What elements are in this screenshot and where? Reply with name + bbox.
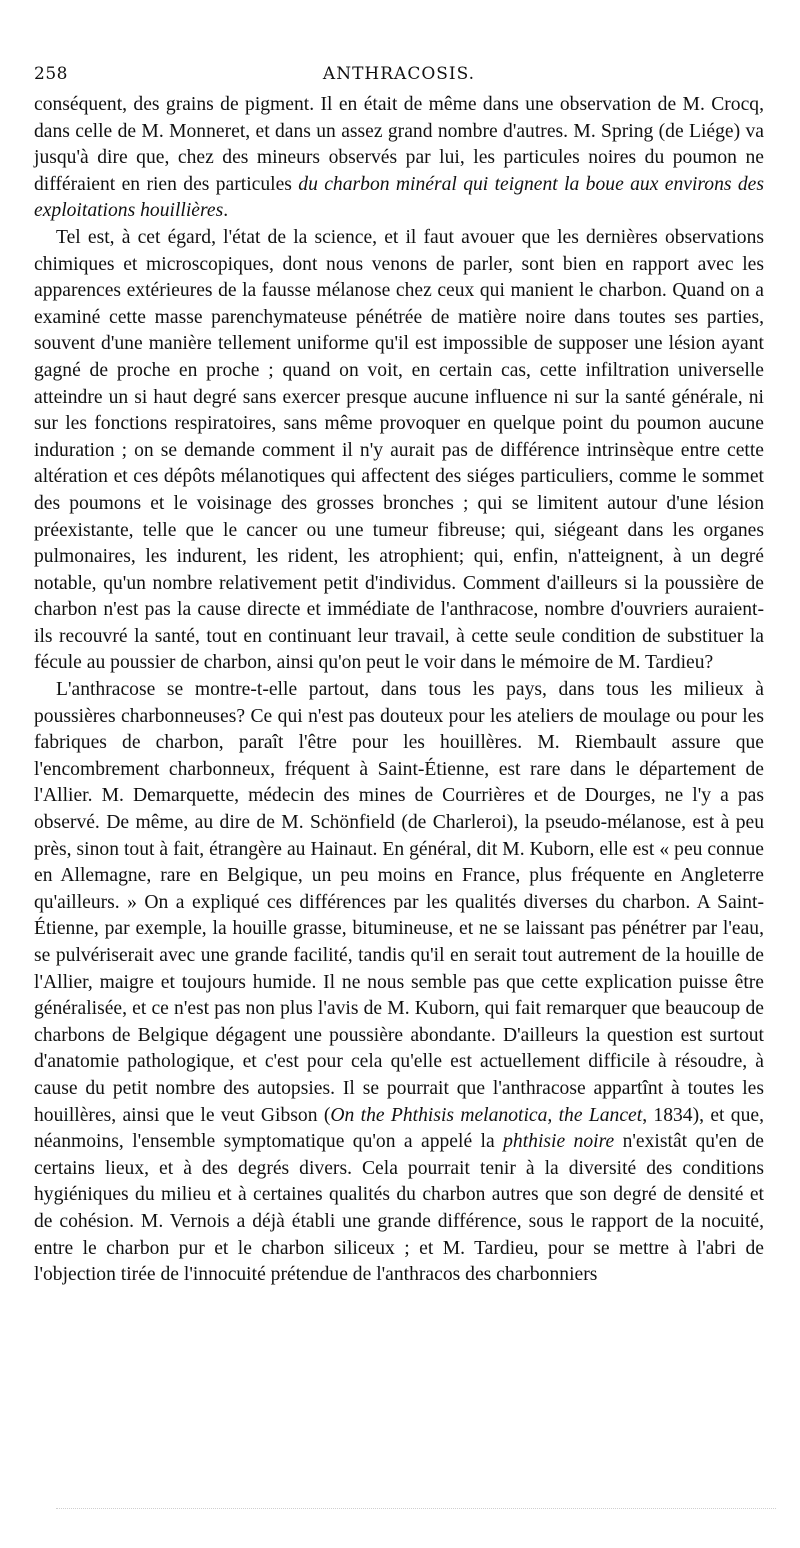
- paragraph-continued: [34, 92, 764, 225]
- paragraph-3: [34, 677, 764, 1289]
- paragraph-1-end: .: [223, 200, 229, 222]
- paragraph-3-text-c: n'existât qu'en de certains lieux, et à des degrés divers. Cela pourrait tenir à la diversité des conditions hygiéniques du milieu et à certaines qualités du charbon autres que son degré de densité et de cohésion. M. Vernois a déjà établi une grande différence, sous le rapport de la nocuité, entre le charbon pur et le charbon siliceux ; et M. Tardieu, pour se mettre à l'abri de l'objection tirée de l'innocuité prétendue de l'anthracos des charbonniers: [34, 1131, 765, 1286]
- running-title: ANTHRACOSIS.: [322, 64, 476, 84]
- paragraph-3-text-b: , 1834), et que, néanmoins, l'ensemble symptomatique qu'on a appelé la: [34, 1104, 764, 1153]
- paragraph-2: Tel est, à cet égard, l'état de la science, et il faut avouer que les dernières observations chimiques et microscopiques, dont nous venons de parler, sont bien en rapport avec les apparences extérieures de la fausse mélanose chez ceux qui manient le charbon. Quand on a examiné cette masse parenchymateuse pénétrée de matière noire dans toutes ses parties, souvent d'une manière tellement uniforme qu'il est impossible de supposer une lésion ayant gagné de proche en proche ; quand on voit, en certain cas, cette infiltration universelle atteindre un si haut degré sans exercer presque aucune influence ni sur la santé générale, ni sur les fonctions respiratoires, sans même provoquer en quelque point du poumon aucune induration ; on se demande comment il n'y aurait pas de différence intrinsèque entre cette altération et ces dépôts mélanotiques qui affectent des siéges particuliers, comme le sommet des poumons et le voisinage des grosses bronches ; qui se limitent autour d'une lésion préexistante, telle que le cancer ou une tumeur fibreuse; qui, siégeant dans les organes pulmonaires, les indurent, les rident, les atrophient; qui, enfin, n'atteignent, à un degré notable, qu'un nombre relativement petit d'individus. Comment d'ailleurs si la poussière de charbon n'est pas la cause directe et immédiate de l'anthracose, nombre d'ouvriers auraient-ils recouvré la santé, tout en continuant leur travail, à cette seule condition de substituer la fécule au poussier de charbon, ainsi qu'on peut le voir dans le mémoire de M. Tardieu?: [34, 226, 764, 674]
- body-text: [34, 92, 764, 1289]
- paragraph-1-text: conséquent, des grains de pigment. Il en était de même dans une observation de M. Crocq, dans celle de M. Monneret, et dans un assez grand nombre d'autres. M. Spring (de Liége) va jusqu'à dire que, chez des mineurs observés par lui, les particules noires du poumon ne différaient en rien des particules: [34, 94, 764, 195]
- book-page: [34, 58, 764, 1289]
- italic-term: phthisie noire: [503, 1131, 615, 1153]
- page-header: [34, 58, 764, 92]
- paragraph-3-text-a: L'anthracose se montre-t-elle partout, dans tous les pays, dans tous les milieux à poussières charbonneuses? Ce qui n'est pas douteux pour les ateliers de moulage ou pour les fabriques de charbon, paraît l'être pour les houillères. M. Riembault assure que l'encombrement charbonneux, fréquent à Saint-Étienne, est rare dans le département de l'Allier. M. Demarquette, médecin des mines de Courrières et de Dourges, ne l'y a pas observé. De même, au dire de M. Schönfield (de Charleroi), la pseudo-mélanose, est à peu près, sinon tout à fait, étrangère au Hainaut. En général, dit M. Kuborn, elle est « peu connue en Allemagne, rare en Belgique, un peu moins en France, plus fréquente en Angleterre qu'ailleurs. » On a expliqué ces différences par les qualités diverses du charbon. A Saint-Étienne, par exemple, la houille grasse, bitumineuse, et ne se laissant pas pénétrer par l'eau, se pulvériserait avec une grande facilité, tandis qu'il en serait tout autrement de la houille de l'Allier, maigre et toujours humide. Il ne nous semble pas que cette explication puisse être généralisée, et ce n'est pas non plus l'avis de M. Kuborn, qui fait remarquer que beaucoup de charbons de Belgique dégagent une poussière abondante. D'ailleurs la question est surtout d'anatomie pathologique, et c'est pour cela qu'elle est actuellement difficile à résoudre, à cause du petit nombre des autopsies. Il se pourrait que l'anthracose appartînt à toutes les houillères, ainsi que le veut Gibson (: [34, 679, 764, 1126]
- italic-quote: du charbon minéral qui teignent la boue aux environs des exploitations houillières: [34, 173, 764, 222]
- scan-artifact: [56, 1508, 776, 1512]
- italic-citation: On the Phthisis melanotica, the Lancet: [330, 1104, 643, 1126]
- page-number: 258: [34, 64, 68, 84]
